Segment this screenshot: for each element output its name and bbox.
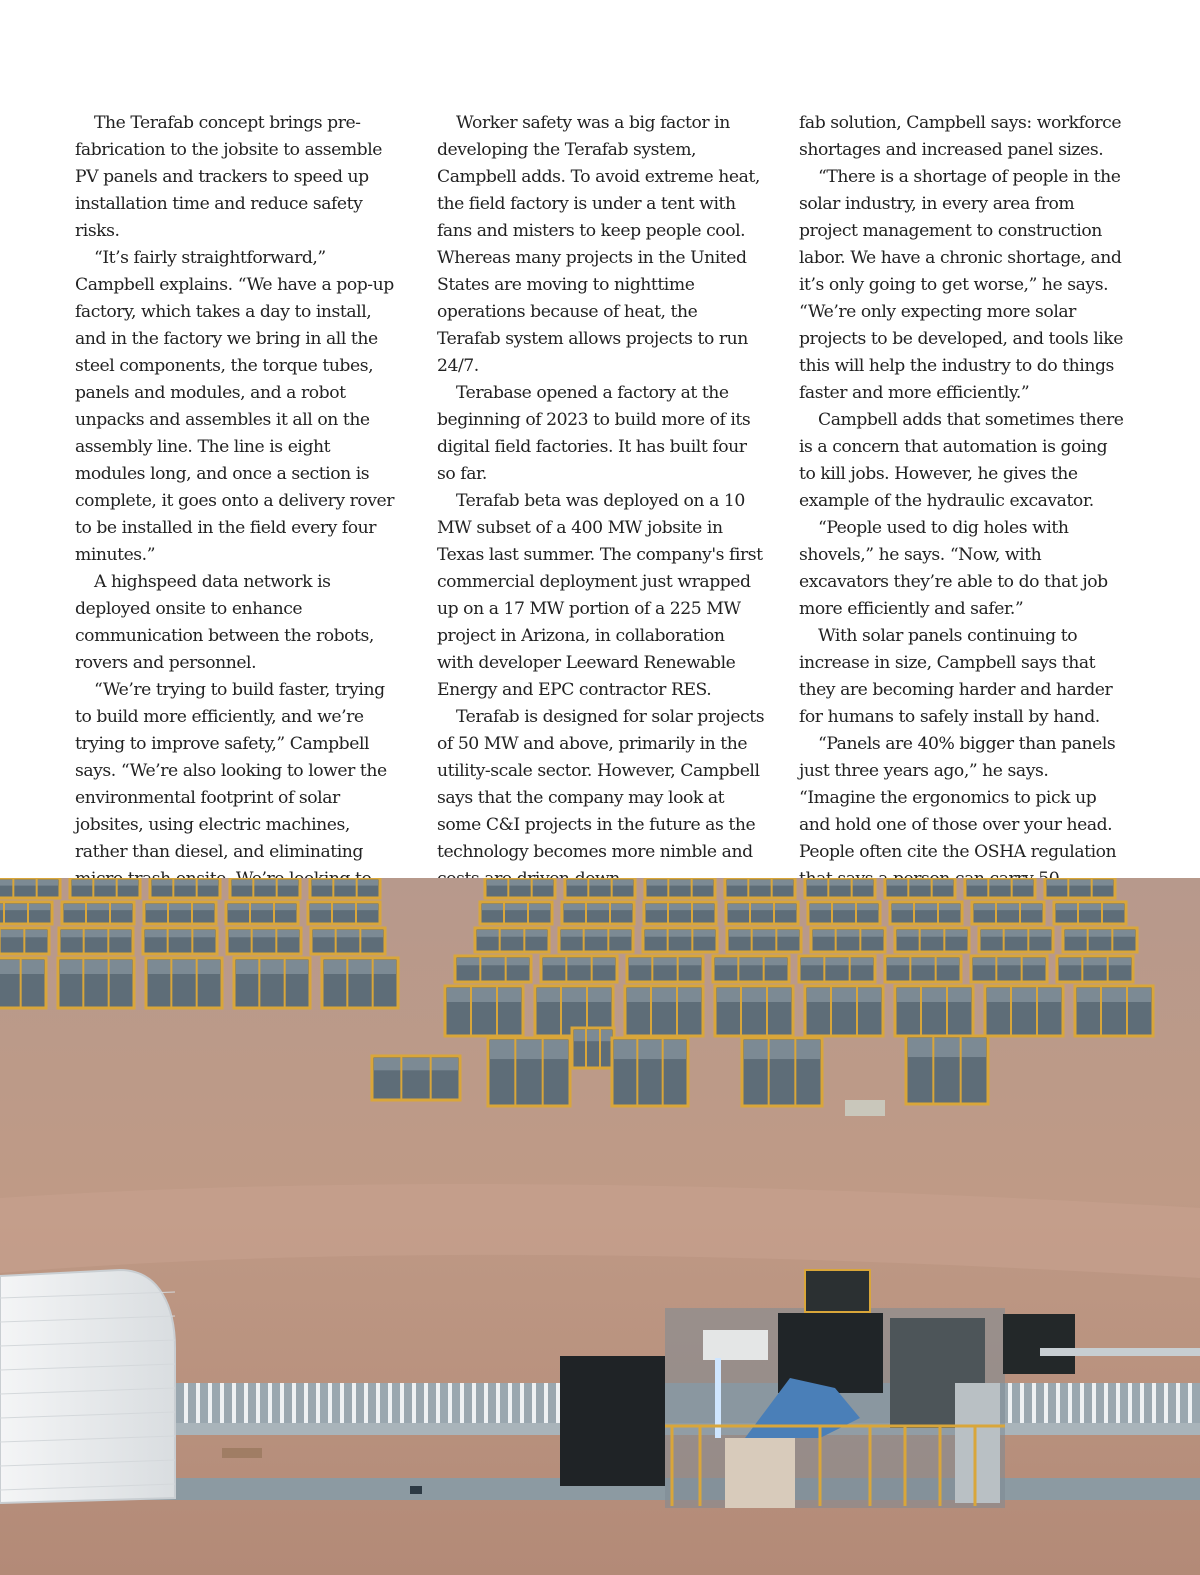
panel-crate [1075,986,1153,1036]
paragraph: The Terafab concept brings pre-fabrication to the jobsite to assemble PV panels and trackers to speed up installation time and reduce safety risks. [75,113,382,241]
panel-crate [805,986,883,1036]
panel-crate [965,878,1035,898]
panel-crate [143,928,217,954]
text-column-3 [799,110,1127,893]
panel-crate [895,928,969,952]
panel-crate [1057,956,1133,982]
panel-crate [70,878,140,898]
panel-crate [227,928,301,954]
panel-crate [565,878,635,898]
panel-crate [644,902,716,924]
white-tent [0,1270,175,1503]
post [955,1383,1000,1503]
panel-crate [572,1028,614,1068]
panel-crate [234,958,310,1008]
marker [410,1486,422,1494]
panel-crate [808,902,880,924]
panel-crate [485,878,555,898]
panel-crate [230,878,300,898]
paragraph-continued: fab solution, Campbell says: workforce shortages and increased panel sizes. [799,113,1122,160]
panel-crate [372,1056,460,1100]
panel-crate [805,878,875,898]
panel-crate [0,928,49,954]
panel-crate [488,1038,570,1106]
panel-crate [645,878,715,898]
panel-crate [562,902,634,924]
panel-crate [58,958,134,1008]
text-column-1 [75,110,403,947]
panel-crate [715,986,793,1036]
paragraph: Terabase opened a factory at the beginning of 2023 to build more of its digital field factories. It has built four so far. [437,383,751,484]
panel-crate [971,956,1047,982]
panel-crate-top [805,1270,870,1312]
paragraph: Terafab is designed for solar projects of 50 MW and above, primarily in the utility-scale sector. However, Campbell says that the company may look at some C&I projects in the future as the technology becomes more nimble and [437,707,765,862]
panel-crate [627,956,703,982]
panel-bin-2 [1003,1314,1075,1374]
text-column-2 [437,110,765,947]
paragraph: “It’s fairly straightforward,” Campbell explains. “We have a pop-up factory, which takes a day to install, and in the factory we bring in all the steel components, the torque tubes, panels and modules, and a robot unpacks and assembles it all on the assembly line. The line is eight modules long, and once a section is complete, it goes onto a delivery rover to be installed in the field every four minutes.” [75,248,395,565]
panel-crate [150,878,220,898]
panel-crate [885,878,955,898]
wood-plank [222,1448,262,1458]
paragraph: A highspeed data network is deployed onsite to enhance communication between the robots, rovers and personnel. [75,572,374,673]
panel-crate [885,956,961,982]
panel-crate [59,928,133,954]
article-body [75,110,1125,862]
panel-crate [146,958,222,1008]
paragraph: “We’re trying to build faster, trying to build more efficiently, and we’re trying to improve safety,” Campbell says. “We’re also looking to lower the environmental footprint of solar jobsites, using electric machines, rather than diesel, and eliminating [75,680,387,862]
panel-crate [985,986,1063,1036]
panel-crate [1045,878,1115,898]
paragraph: Campbell adds that sometimes there is a concern that automation is going to kill jobs. However, he gives the example of the hydraulic excavator. [799,410,1124,511]
panel-crate [559,928,633,952]
panel-crate [895,986,973,1036]
paragraph: With solar panels continuing to increase in size, Campbell says that they are becoming harder and harder for humans to safely install by hand. [799,626,1113,727]
panel-crate [310,878,380,898]
side-rail [1040,1348,1200,1356]
paragraph: “There is a shortage of people in the solar industry, in every area from project management to construction labor. We have a chronic shortage, and it’s only going to get worse,” he says. “We’re only expecting more solar projects to be developed, and tools like this will help the industry to do things faster and more efficiently.” [799,167,1123,403]
panel-crate [144,902,216,924]
panel-crate [811,928,885,952]
panel-crate [311,928,385,954]
panel-crate [1054,902,1126,924]
control-panel [703,1330,768,1360]
panel-crate [890,902,962,924]
panel-crate [725,878,795,898]
panel-crate [799,956,875,982]
panel-crate [308,902,380,924]
paragraph: “Panels are 40% bigger than panels just three years ago,” he says. “Imagine the ergonomics to pick up and hold one of those over your head. People often cite the OSHA regulation [799,734,1117,862]
aerial-photo-solar-field-factory [0,878,1200,1575]
panel-crate [475,928,549,952]
panel-crate [643,928,717,952]
panel-stack-dark [560,1356,665,1486]
panel-crate [0,958,46,1008]
paragraph: Worker safety was a big factor in developing the Terafab system, Campbell adds. To avoid extreme heat, the field factory is under a tent with fans and misters to keep people cool. Whereas many projects in the United States are moving to nighttime operations because of heat, the Terafab system allows projects to run 24/7. [437,113,760,376]
panel-crate [62,902,134,924]
panel-crate [322,958,398,1008]
panel-crate [726,902,798,924]
panel-crate [1063,928,1137,952]
paragraph: Terafab beta was deployed on a 10 MW subset of a 400 MW jobsite in Texas last summer. The company's first commercial deployment just wrapped up on a 17 MW portion of a 225 MW project in Arizona, in collaboration with developer Leeward Renewable Energy and EPC contractor RES. [437,491,763,700]
panel-crate [979,928,1053,952]
panel-crate [972,902,1044,924]
panel-crate [713,956,789,982]
panel-crate [455,956,531,982]
panel-crate [480,902,552,924]
crate-box [725,1438,795,1508]
panel-crate [742,1038,822,1106]
panel-crate [727,928,801,952]
panel-crate [612,1038,688,1106]
panel-crate [541,956,617,982]
panel-crate [226,902,298,924]
panel-crate [906,1036,988,1104]
panel-crate [625,986,703,1036]
panel-crate [445,986,523,1036]
paragraph: “People used to dig holes with shovels,” he says. “Now, with excavators they’re able to do that job more efficiently and safer.” [799,518,1108,619]
panel-crate [0,902,52,924]
panel-crate [0,878,60,898]
pallet-stack [845,1100,885,1116]
